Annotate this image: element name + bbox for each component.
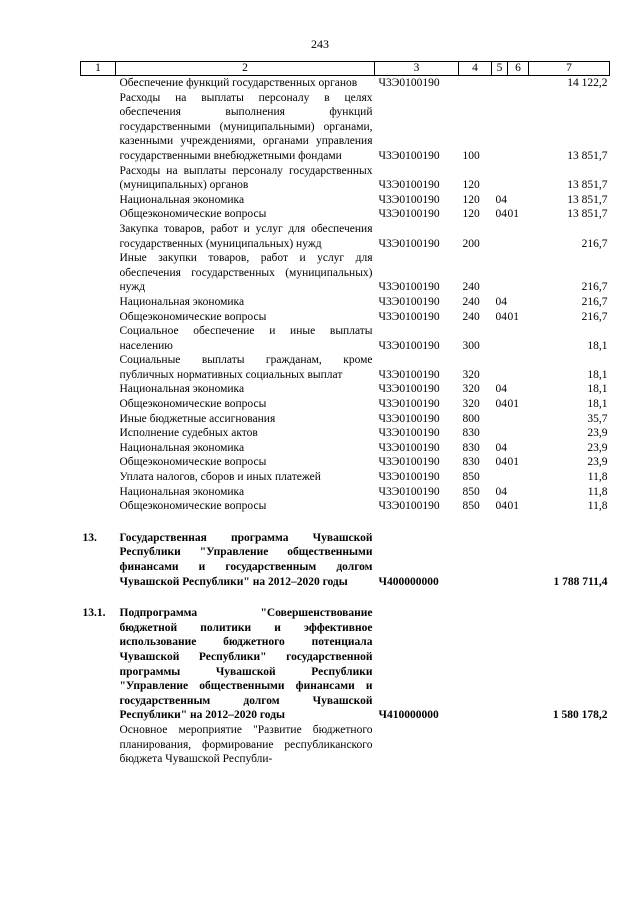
target-article-code: Ч3Э0100190 <box>378 77 440 89</box>
header-col-3: 3 <box>375 62 459 76</box>
expense-name: Иные закупки товаров, работ и услуг для обеспечения государственных (муниципальных) нужд <box>119 252 373 294</box>
section-code: 04 <box>495 441 507 454</box>
table-row <box>81 324 610 353</box>
expense-name: Исполнение судебных актов <box>119 427 258 440</box>
table-row <box>81 441 610 456</box>
subsection-code <box>508 723 529 767</box>
row-number <box>81 426 116 441</box>
section-code <box>492 606 508 723</box>
target-article-code: Ч400000000 <box>378 575 439 588</box>
section-code: 04 <box>495 310 507 323</box>
table-row <box>81 222 610 251</box>
section-code <box>492 470 508 485</box>
table-row <box>81 485 610 500</box>
target-article-code: Ч3Э0100190 <box>378 310 440 323</box>
expense-name: Основное мероприятие "Развитие бюджетного планирования, формирование республиканского бюджета Чувашской Республи- <box>119 723 373 766</box>
expense-type-code: 240 <box>462 295 480 308</box>
header-col-5: 5 <box>492 62 508 76</box>
expense-type-code <box>459 723 492 767</box>
row-number <box>81 485 116 500</box>
expense-type-code: 100 <box>462 149 480 162</box>
header-col-4: 4 <box>459 62 492 76</box>
expense-type-code: 300 <box>462 339 480 352</box>
amount: 18,1 <box>587 368 608 381</box>
subsection-code: 01 <box>507 310 519 323</box>
subsection-code: 01 <box>507 398 519 411</box>
row-number <box>81 324 116 353</box>
target-article-code: Ч3Э0100190 <box>378 368 440 381</box>
subsection-code: 01 <box>507 500 519 513</box>
table-row <box>81 412 610 427</box>
target-article-code: Ч3Э0100190 <box>378 412 440 425</box>
amount: 1 788 711,4 <box>553 575 608 588</box>
expense-name: Национальная экономика <box>119 193 245 206</box>
expense-name: Национальная экономика <box>119 485 245 498</box>
table-row <box>81 207 610 222</box>
amount: 11,8 <box>587 485 608 498</box>
target-article-code <box>375 723 459 767</box>
row-number <box>81 91 116 164</box>
amount: 216,7 <box>581 237 608 250</box>
subsection-code <box>508 222 529 251</box>
header-col-7: 7 <box>529 62 610 76</box>
amount: 23,9 <box>587 456 608 469</box>
row-number <box>81 455 116 470</box>
row-number <box>81 382 116 397</box>
table-header <box>81 62 610 76</box>
section-code <box>492 723 508 767</box>
subsection-code <box>508 164 529 193</box>
target-article-code: Ч3Э0100190 <box>378 295 440 308</box>
target-article-code: Ч3Э0100190 <box>378 339 440 352</box>
amount <box>529 723 610 767</box>
expense-type-code: 850 <box>462 500 480 513</box>
subsection-code <box>508 470 529 485</box>
expense-type-code: 240 <box>462 281 480 294</box>
row-number <box>81 164 116 193</box>
subsection-code <box>508 251 529 295</box>
target-article-code: Ч3Э0100190 <box>378 281 440 294</box>
target-article-code: Ч3Э0100190 <box>378 441 440 454</box>
table-row <box>81 397 610 412</box>
target-article-code: Ч3Э0100190 <box>378 149 440 162</box>
amount: 1 580 178,2 <box>552 709 608 722</box>
amount: 216,7 <box>581 295 608 308</box>
expense-name: Национальная экономика <box>119 383 245 396</box>
table-row <box>81 499 610 514</box>
table-row <box>81 164 610 193</box>
row-number <box>81 441 116 456</box>
expense-name: Уплата налогов, сборов и иных платежей <box>119 471 321 484</box>
table-row <box>81 531 610 589</box>
target-article-code: Ч3Э0100190 <box>378 383 440 396</box>
amount: 18,1 <box>587 383 608 396</box>
subsection-code: 01 <box>507 208 519 221</box>
row-number <box>81 207 116 222</box>
table-row <box>81 76 610 91</box>
section-code <box>492 222 508 251</box>
table-row <box>81 455 610 470</box>
target-article-code: Ч3Э0100190 <box>378 193 440 206</box>
section-code: 04 <box>495 193 507 206</box>
amount: 18,1 <box>587 339 608 352</box>
expense-name: Государственная программа Чувашской Республики "Управление общественными финансами и государственным долгом Чувашской Республики" на 2012–2020 годы <box>119 531 373 588</box>
row-number <box>81 310 116 325</box>
subsection-code <box>508 426 529 441</box>
table-row <box>81 91 610 164</box>
amount: 35,7 <box>587 412 608 425</box>
target-article-code: Ч3Э0100190 <box>378 208 440 221</box>
target-article-code: Ч3Э0100190 <box>378 179 440 192</box>
target-article-code: Ч3Э0100190 <box>378 471 440 484</box>
subsection-code <box>508 353 529 382</box>
section-code: 04 <box>495 456 507 469</box>
expense-name: Общеэкономические вопросы <box>119 398 267 411</box>
row-number <box>81 499 116 514</box>
expense-type-code: 240 <box>462 310 480 323</box>
subsection-code <box>508 76 529 91</box>
budget-table <box>80 61 610 767</box>
section-code: 04 <box>495 500 507 513</box>
table-row <box>81 353 610 382</box>
expense-name: Расходы на выплаты персоналу государственных (муниципальных) органов <box>119 164 373 192</box>
expense-type-code: 830 <box>462 441 480 454</box>
section-code <box>492 324 508 353</box>
amount: 23,9 <box>587 427 608 440</box>
subsection-code <box>508 485 529 500</box>
subsection-code <box>508 324 529 353</box>
expense-name: Общеэкономические вопросы <box>119 456 267 469</box>
row-number <box>81 353 116 382</box>
row-spacer <box>81 514 610 531</box>
expense-type-code <box>459 531 492 589</box>
table-row <box>81 310 610 325</box>
row-number <box>81 397 116 412</box>
section-code <box>492 426 508 441</box>
subsection-code <box>508 193 529 208</box>
header-col-1: 1 <box>81 62 116 76</box>
subsection-code <box>508 606 529 723</box>
amount: 14 122,2 <box>567 77 608 89</box>
table-row <box>81 606 610 723</box>
expense-name: Иные бюджетные ассигнования <box>119 412 276 425</box>
amount: 13 851,7 <box>567 179 608 192</box>
amount: 11,8 <box>587 500 608 513</box>
section-code <box>492 531 508 589</box>
subsection-code <box>508 531 529 589</box>
section-code: 04 <box>495 383 507 396</box>
section-code: 04 <box>495 485 507 498</box>
expense-type-code: 200 <box>462 237 480 250</box>
amount: 216,7 <box>581 281 608 294</box>
expense-type-code: 850 <box>462 485 480 498</box>
row-number: 13. <box>82 531 97 544</box>
expense-type-code <box>459 606 492 723</box>
header-row <box>81 62 610 76</box>
table-row <box>81 426 610 441</box>
table-row <box>81 251 610 295</box>
expense-type-code: 120 <box>462 208 480 221</box>
table-row <box>81 295 610 310</box>
page-number: 243 <box>311 37 329 51</box>
subsection-code <box>508 382 529 397</box>
expense-name: Национальная экономика <box>119 441 245 454</box>
section-code <box>492 353 508 382</box>
section-code <box>492 76 508 91</box>
expense-name: Закупка товаров, работ и услуг для обеспечения государственных (муниципальных) нужд <box>119 222 373 250</box>
amount: 23,9 <box>587 441 608 454</box>
subsection-code <box>508 412 529 427</box>
target-article-code: Ч3Э0100190 <box>378 237 440 250</box>
target-article-code: Ч410000000 <box>378 709 439 722</box>
expense-type-code: 800 <box>462 412 480 425</box>
subsection-code: 01 <box>507 456 519 469</box>
table-row <box>81 470 610 485</box>
row-number <box>81 723 116 767</box>
section-code <box>492 91 508 164</box>
expense-name: Национальная экономика <box>119 295 245 308</box>
section-code: 04 <box>495 398 507 411</box>
table-row <box>81 193 610 208</box>
row-number <box>81 222 116 251</box>
table-row <box>81 723 610 767</box>
amount: 216,7 <box>581 310 608 323</box>
header-col-2: 2 <box>116 62 375 76</box>
expense-type-code: 320 <box>462 398 480 411</box>
section-code: 04 <box>495 295 507 308</box>
amount: 18,1 <box>587 398 608 411</box>
target-article-code: Ч3Э0100190 <box>378 398 440 411</box>
target-article-code: Ч3Э0100190 <box>378 485 440 498</box>
row-spacer <box>81 589 610 606</box>
table-row <box>81 382 610 397</box>
expense-type-code: 120 <box>462 193 480 206</box>
row-number <box>81 193 116 208</box>
section-code: 04 <box>495 208 507 221</box>
target-article-code: Ч3Э0100190 <box>378 500 440 513</box>
subsection-code <box>508 441 529 456</box>
expense-name: Общеэкономические вопросы <box>119 500 267 513</box>
expense-name: Социальное обеспечение и иные выплаты населению <box>119 325 373 352</box>
section-code <box>492 251 508 295</box>
header-col-6: 6 <box>508 62 529 76</box>
subsection-code <box>508 295 529 310</box>
expense-type-code: 850 <box>462 471 480 484</box>
expense-type-code: 120 <box>462 179 480 192</box>
expense-type-code: 320 <box>462 383 480 396</box>
expense-type-code: 830 <box>462 456 480 469</box>
row-number <box>81 251 116 295</box>
expense-name: Обеспечение функций государственных органов <box>119 77 358 89</box>
row-number: 13.1. <box>82 607 106 620</box>
expense-type-code: 830 <box>462 427 480 440</box>
row-number <box>81 412 116 427</box>
expense-type-code: 320 <box>462 368 480 381</box>
subsection-code <box>508 91 529 164</box>
expense-name: Общеэкономические вопросы <box>119 310 267 323</box>
amount: 11,8 <box>587 471 608 484</box>
target-article-code: Ч3Э0100190 <box>378 427 440 440</box>
target-article-code: Ч3Э0100190 <box>378 456 440 469</box>
row-number <box>81 470 116 485</box>
section-code <box>492 412 508 427</box>
section-code <box>492 164 508 193</box>
row-number <box>81 295 116 310</box>
expense-name: Общеэкономические вопросы <box>119 208 267 221</box>
table-body <box>81 76 610 767</box>
amount: 13 851,7 <box>567 193 608 206</box>
amount: 13 851,7 <box>567 208 608 221</box>
expense-type-code <box>459 76 492 91</box>
row-number <box>81 76 116 91</box>
amount: 13 851,7 <box>567 149 608 162</box>
expense-name: Социальные выплаты гражданам, кроме публичных нормативных социальных выплат <box>119 354 373 381</box>
expense-name: Подпрограмма "Совершенствование бюджетной политики и эффективное использование бюджетного потенциала Чувашской Республики" государственной программы Чувашской Республики "Управление общественными финансами и государственным долгом Чувашской Республики" на 2012–2020 годы <box>119 607 373 722</box>
expense-name: Расходы на выплаты персоналу в целях обеспечения выполнения функций государственными (муниципальными) органами, казенными учреждениями, органами управления государственными внебюджетными фондами <box>119 91 373 162</box>
